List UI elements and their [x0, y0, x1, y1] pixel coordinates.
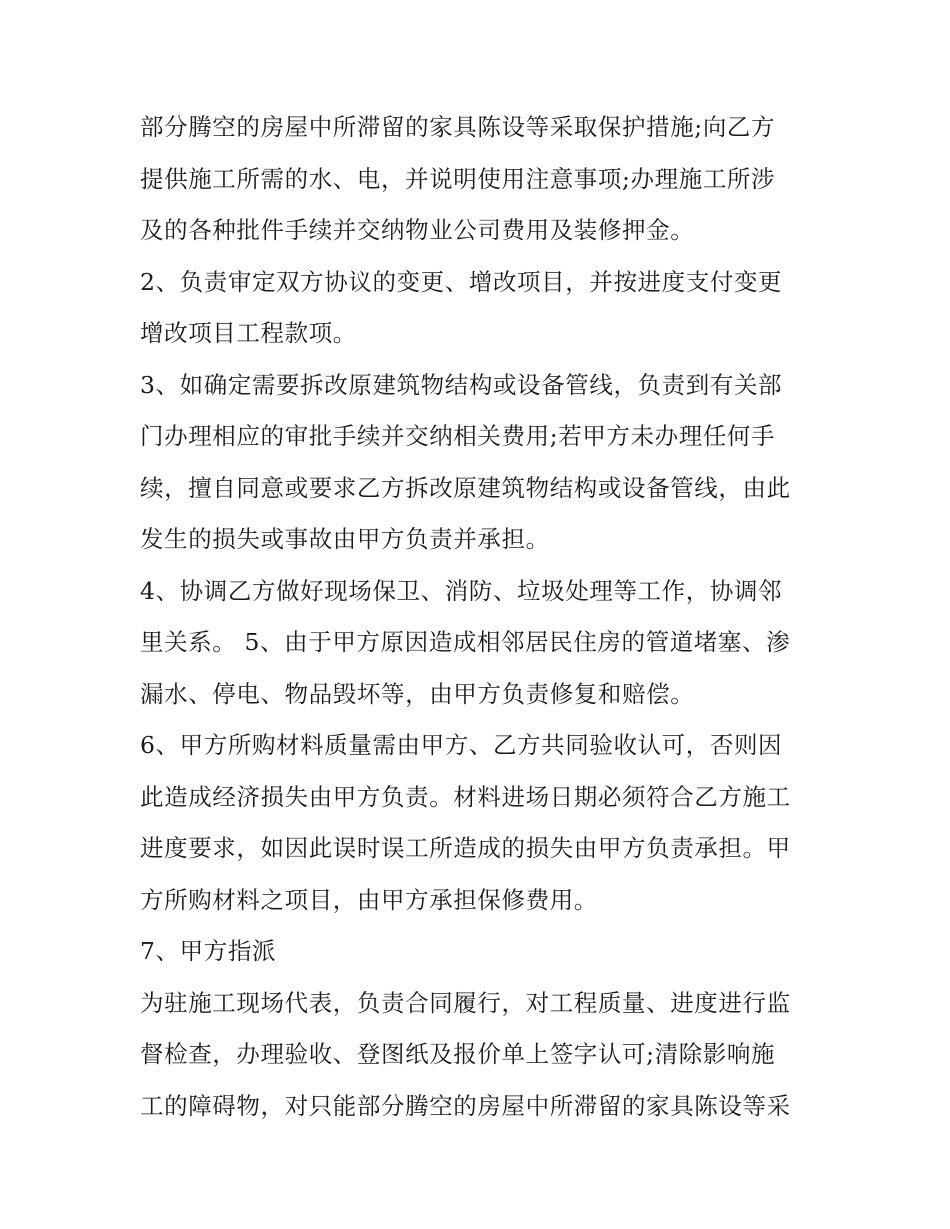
text-line: 2、负责审定双方协议的变更、增改项目，并按进度支付变更	[140, 267, 783, 296]
text-line: 及的各种批件手续并交纳物业公司费用及装修押金。	[140, 216, 695, 244]
text-line: 7、甲方指派	[140, 937, 277, 965]
text-line: 里关系。 5、由于甲方原因造成相邻居民住房的管道堵塞、渗	[140, 628, 791, 656]
text-line: 督检查，办理验收、登图纸及报价单上签字认可;清除影响施	[140, 1040, 776, 1068]
text-line: 部分腾空的房屋中所滞留的家具陈设等采取保护措施;向乙方	[140, 113, 776, 141]
document-body	[140, 102, 820, 1132]
text-line: 工的障碍物，对只能部分腾空的房屋中所滞留的家具陈设等采	[140, 1091, 791, 1120]
text-line: 此造成经济损失由甲方负责。材料进场日期必须符合乙方施工	[140, 782, 791, 811]
text-line: 6、甲方所购材料质量需由甲方、乙方共同验收认可，否则因	[140, 731, 783, 759]
text-line: 续，擅自同意或要求乙方拆改原建筑物结构或设备管线，由此	[140, 473, 791, 502]
text-line: 增改项目工程款项。	[140, 319, 357, 347]
text-line: 漏水、停电、物品毁坏等，由甲方负责修复和赔偿。	[140, 679, 695, 708]
text-line: 进度要求，如因此误时误工所造成的损失由甲方负责承担。甲	[140, 834, 791, 862]
text-line: 方所购材料之项目，由甲方承担保修费用。	[140, 885, 598, 914]
text-line: 门办理相应的审批手续并交纳相关费用;若甲方未办理任何手	[140, 422, 776, 450]
text-line: 提供施工所需的水、电，并说明使用注意事项;办理施工所涉	[140, 164, 776, 193]
text-line: 4、协调乙方做好现场保卫、消防、垃圾处理等工作，协调邻	[140, 576, 783, 605]
text-line: 为驻施工现场代表，负责合同履行，对工程质量、进度进行监	[140, 988, 791, 1017]
text-line: 3、如确定需要拆改原建筑物结构或设备管线，负责到有关部	[140, 370, 783, 399]
text-line: 发生的损失或事故由甲方负责并承担。	[140, 525, 550, 553]
